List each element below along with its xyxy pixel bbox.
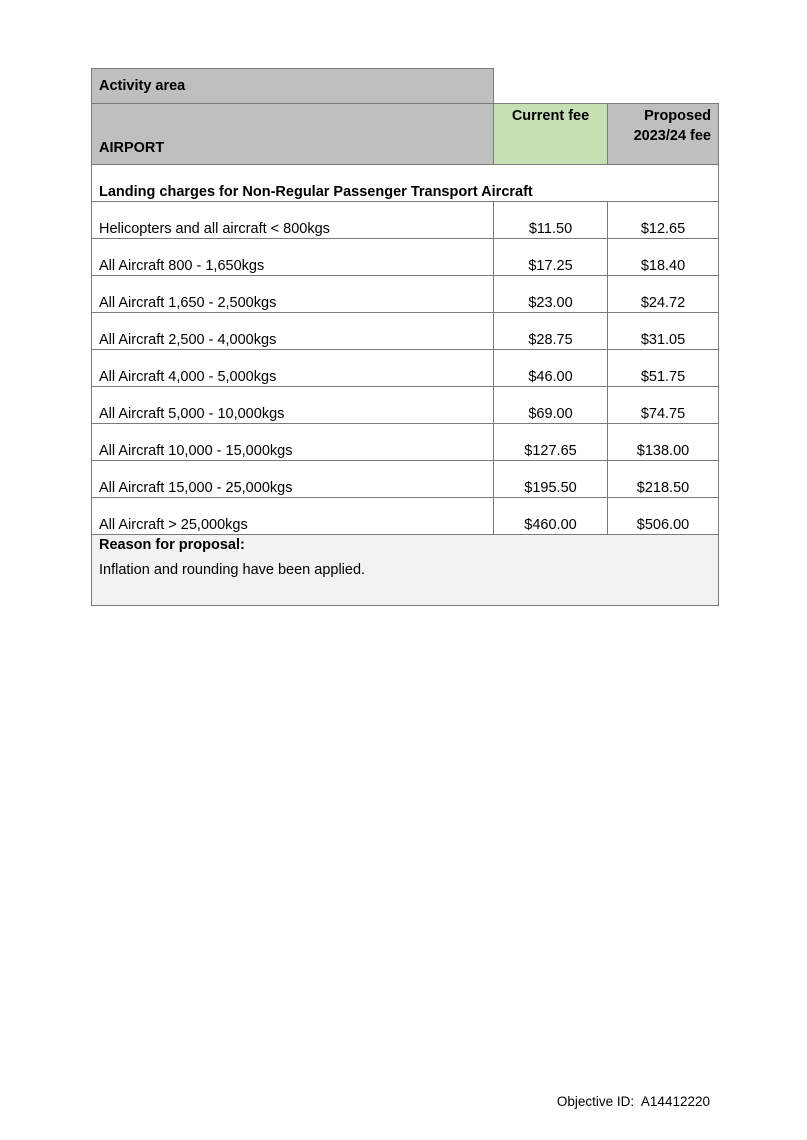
row-proposed-fee: $24.72 xyxy=(608,276,719,313)
row-current-fee: $17.25 xyxy=(494,239,608,276)
row-proposed-fee: $51.75 xyxy=(608,350,719,387)
table-row xyxy=(92,276,719,313)
row-description: All Aircraft 15,000 - 25,000kgs xyxy=(92,461,494,498)
row-current-fee: $127.65 xyxy=(494,424,608,461)
row-description: All Aircraft 1,650 - 2,500kgs xyxy=(92,276,494,313)
row-current-fee: $11.50 xyxy=(494,202,608,239)
proposed-fee-header xyxy=(608,104,719,165)
row-description: All Aircraft 2,500 - 4,000kgs xyxy=(92,313,494,350)
row-description: All Aircraft 4,000 - 5,000kgs xyxy=(92,350,494,387)
row-current-fee: $23.00 xyxy=(494,276,608,313)
reason-for-proposal xyxy=(92,535,719,606)
row-proposed-fee: $74.75 xyxy=(608,387,719,424)
table-row xyxy=(92,239,719,276)
fees-table xyxy=(91,68,719,606)
activity-name: AIRPORT xyxy=(92,104,494,165)
table-row xyxy=(92,498,719,535)
reason-text: Inflation and rounding have been applied. xyxy=(99,562,366,578)
row-proposed-fee: $138.00 xyxy=(608,424,719,461)
row-current-fee: $28.75 xyxy=(494,313,608,350)
row-current-fee: $46.00 xyxy=(494,350,608,387)
row-current-fee: $195.50 xyxy=(494,461,608,498)
table-row xyxy=(92,424,719,461)
row-description: All Aircraft 800 - 1,650kgs xyxy=(92,239,494,276)
section-title: Landing charges for Non-Regular Passenger Transport Aircraft xyxy=(92,165,719,202)
row-current-fee: $460.00 xyxy=(494,498,608,535)
row-description: All Aircraft 5,000 - 10,000kgs xyxy=(92,387,494,424)
row-current-fee: $69.00 xyxy=(494,387,608,424)
reason-row xyxy=(92,535,719,606)
activity-area-row xyxy=(92,69,719,104)
blank-header-cell xyxy=(494,69,719,104)
row-proposed-fee: $506.00 xyxy=(608,498,719,535)
row-proposed-fee: $31.05 xyxy=(608,313,719,350)
table-row xyxy=(92,202,719,239)
row-description: All Aircraft > 25,000kgs xyxy=(92,498,494,535)
table-row xyxy=(92,461,719,498)
section-title-row xyxy=(92,165,719,202)
current-fee-header: Current fee xyxy=(494,104,608,165)
row-description: Helicopters and all aircraft < 800kgs xyxy=(92,202,494,239)
proposed-header-line2: 2023/24 fee xyxy=(633,128,711,144)
objective-id-footer: Objective ID: A14412220 xyxy=(556,1094,710,1109)
row-proposed-fee: $18.40 xyxy=(608,239,719,276)
table-row xyxy=(92,350,719,387)
proposed-header-line1: Proposed xyxy=(644,108,711,124)
row-proposed-fee: $218.50 xyxy=(608,461,719,498)
row-proposed-fee: $12.65 xyxy=(608,202,719,239)
reason-title: Reason for proposal: xyxy=(99,537,245,553)
row-description: All Aircraft 10,000 - 15,000kgs xyxy=(92,424,494,461)
table-row xyxy=(92,313,719,350)
column-header-row xyxy=(92,104,719,165)
table-row xyxy=(92,387,719,424)
activity-area-label: Activity area xyxy=(92,69,494,104)
